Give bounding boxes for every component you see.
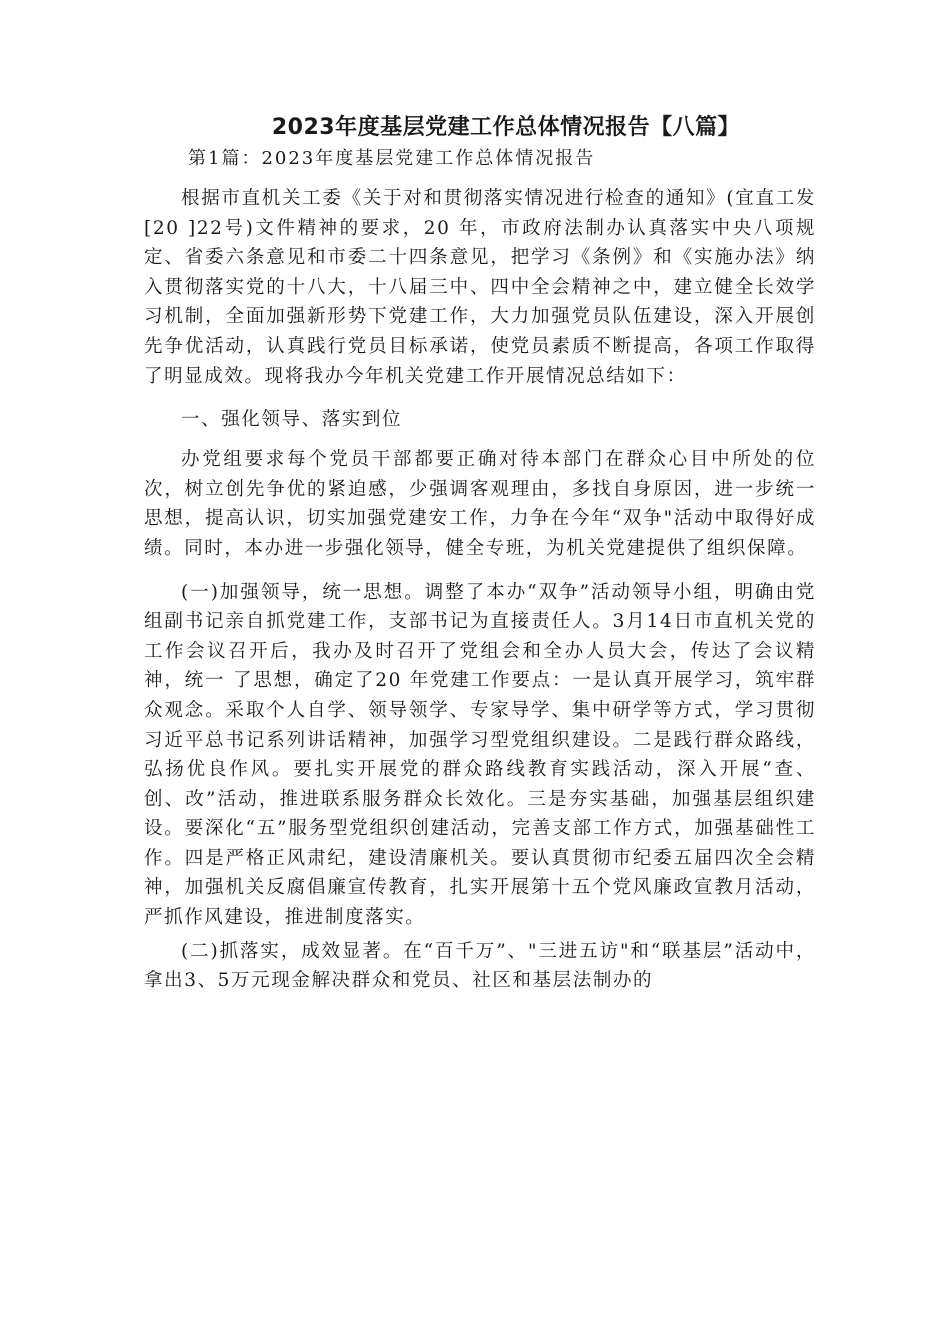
document-title: 2023年度基层党建工作总体情况报告【八篇】: [271, 115, 741, 140]
intro-paragraph: 根据市直机关工委《关于对和贯彻落实情况进行检查的通知》(宜直工发[20 ]22号)文件精神的要求，20 年，市政府法制办认真落实中央八项规定、省委六条意见和市委二十四条意见，把学习《条例》和《实施办法》纳入贯彻落实党的十八大，十八届三中、四中全会精神之中，建立健全长效学习机制，全面加强新形势下党建工作，大力加强党员队伍建设，深入开展创先争优活动，认真践行党员目标承诺，使党员素质不断提高，各项工作取得了明显成效。现将我办今年机关党建工作开展情况总结如下：: [144, 188, 816, 387]
body-paragraph: 办党组要求每个党员干部都要正确对待本部门在群众心目中所处的位次，树立创先争优的紧迫感，少强调客观理由，多找自身原因，进一步统一思想，提高认识，切实加强党建安工作，力争在今年“双争"活动中取得好成绩。同时，本办进一步强化领导，健全专班，为机关党建提供了组织保障。: [144, 449, 816, 559]
section-heading-1: 一、强化领导、落实到位: [181, 409, 403, 431]
body-paragraph: (一)加强领导，统一思想。调整了本办“双争”活动领导小组，明确由党组副书记亲自抓党建工作，支部书记为直接责任人。3月14日市直机关党的工作会议召开后，我办及时召开了党组会和全办人员大会，传达了会议精神，统一 了思想，确定了20 年党建工作要点：一是认真开展学习，筑牢群众观念。采取个人自学、领导领学、专家导学、集中研学等方式，学习贯彻习近平总书记系列讲话精神，加强学习型党组织建设。二是践行群众路线，弘扬优良作风。要扎实开展党的群众路线教育实践活动，深入开展“查、创、改”活动，推进联系服务群众长效化。三是夯实基础，加强基层组织建设。要深化“五”服务型党组织创建活动，完善支部工作方式，加强基础性工作。四是严格正风肃纪，建设清廉机关。要认真贯彻市纪委五届四次全会精神，加强机关反腐倡廉宣传教育，扎实开展第十五个党风廉政宣教月活动，严抓作风建设，推进制度落实。: [144, 581, 816, 929]
document-subtitle: 第1篇：2023年度基层党建工作总体情况报告: [188, 148, 596, 169]
document-page: [144, 112, 816, 1010]
body-paragraph: (二)抓落实，成效显著。在“百千万”、"三进五访"和“联基层”活动中，拿出3、5万元现金解决群众和党员、社区和基层法制办的: [144, 940, 816, 992]
